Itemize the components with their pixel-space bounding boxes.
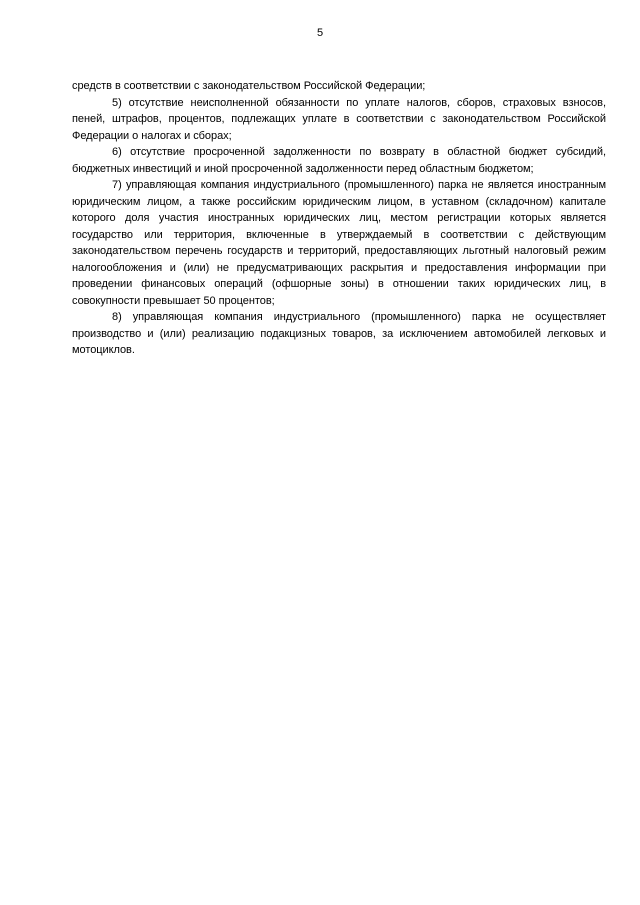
document-body [72,78,606,359]
page-number: 5 [316,27,324,39]
paragraph-item-6: 6) отсутствие просроченной задолженности по возврату в областной бюджет субсидий, бюджетных инвестиций и иной просроченной задолженности перед областным бюджетом; [72,146,606,175]
paragraph-item-7: 7) управляющая компания индустриального (промышленного) парка не является иностранным юридическим лицом, а также российским юридическим лицом, в уставном (складочном) капитале которого доля участия иностранных юридических лиц, местом регистрации которых является государство или территория, включенные в утверждаемый в соответствии с действующим законодательством перечень государств и территорий, предоставляющих льготный налоговый режим налогообложения и (или) не предусматривающих раскрытия и предоставления информации при проведении финансовых операций (офшорные зоны) в отношении таких юридических лиц, в совокупности превышает 50 процентов; [72,179,606,307]
paragraph-continuation: средств в соответствии с законодательством Российской Федерации; [72,80,426,92]
paragraph-item-8: 8) управляющая компания индустриального (промышленного) парка не осуществляет производство и (или) реализацию подакцизных товаров, за исключением автомобилей легковых и мотоциклов. [72,311,606,356]
paragraph-item-5: 5) отсутствие неисполненной обязанности по уплате налогов, сборов, страховых взносов, пеней, штрафов, процентов, подлежащих уплате в соответствии с законодательством Российской Федерации о налогах и сборах; [72,96,606,142]
